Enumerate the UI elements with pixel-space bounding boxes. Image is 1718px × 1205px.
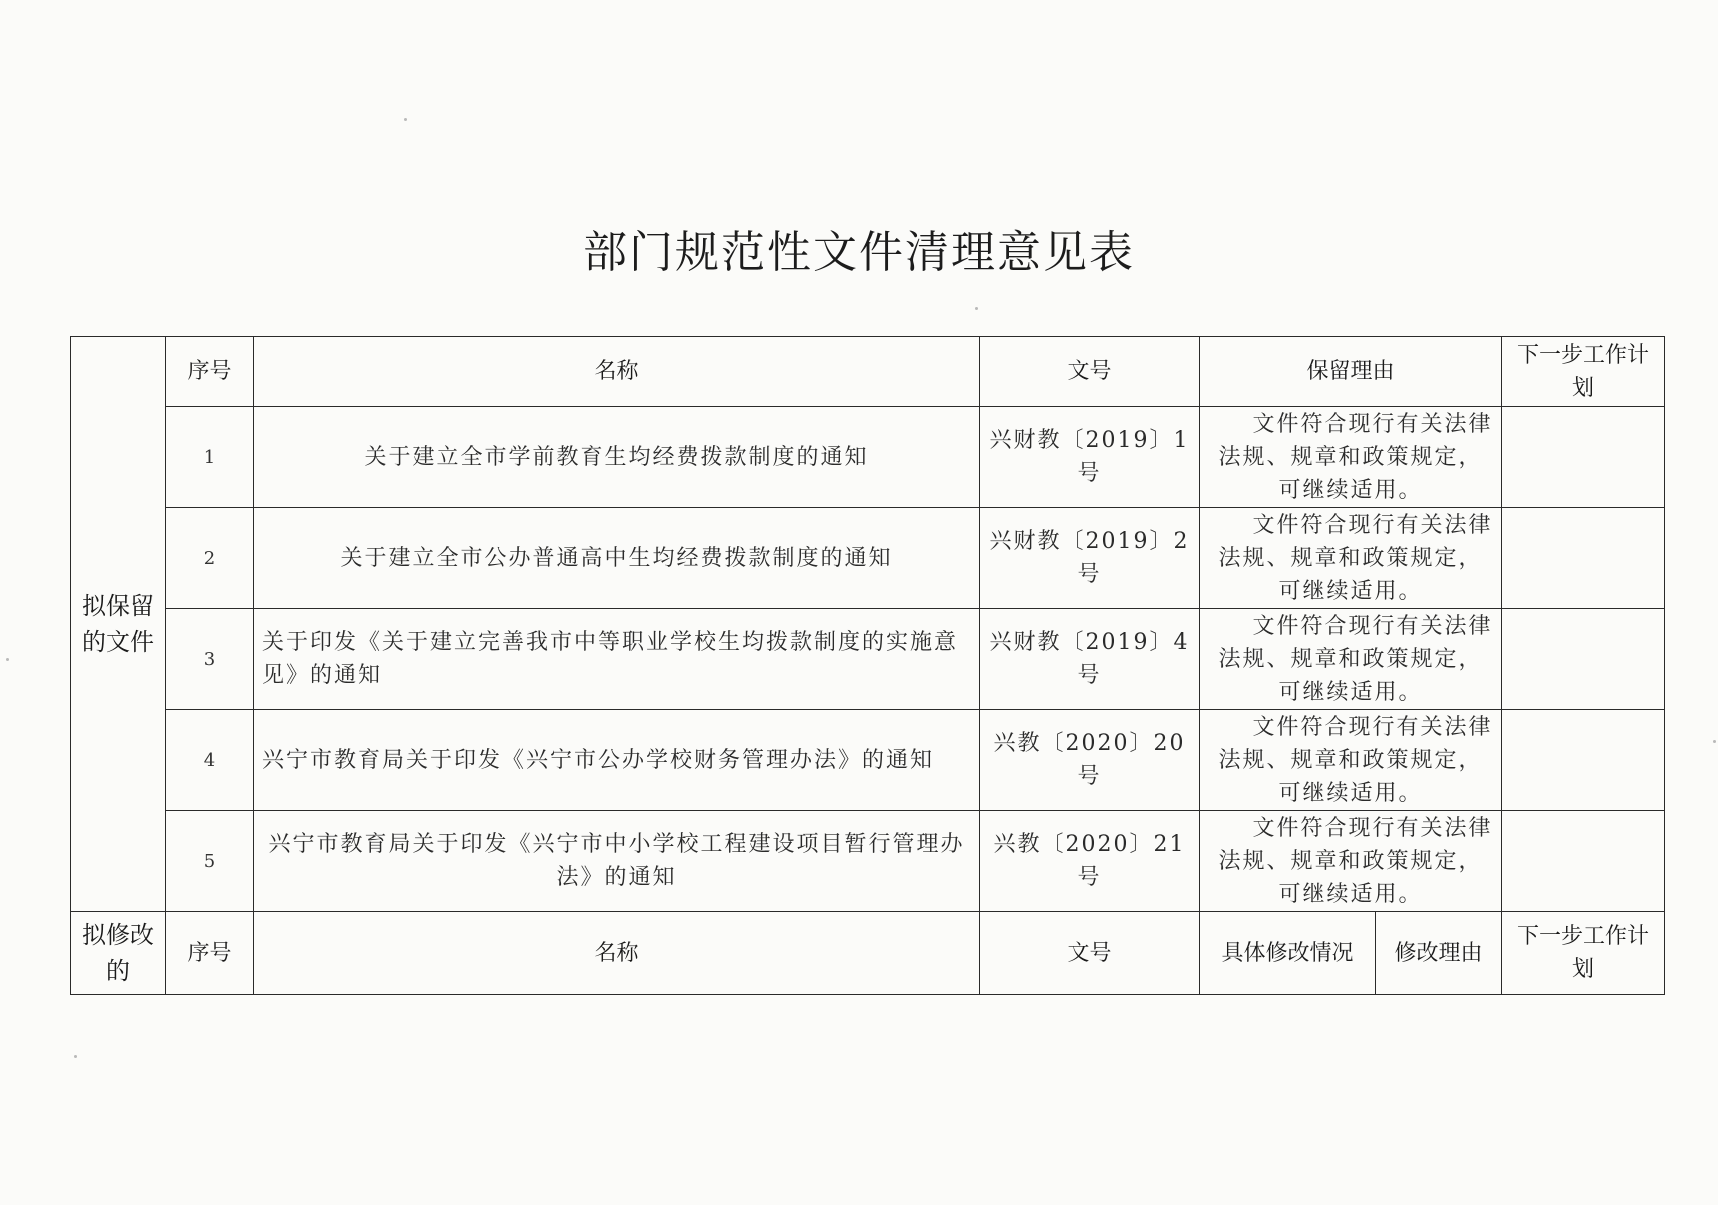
table-row [71, 407, 1665, 508]
cleanup-opinion-table [70, 336, 1665, 995]
header-index: 序号 [166, 912, 254, 995]
scan-speck [404, 118, 407, 121]
page-title: 部门规范性文件清理意见表 [583, 227, 1135, 278]
header-retain-reason: 保留理由 [1200, 337, 1502, 407]
row-doc-no: 兴财教〔2019〕4号 [980, 609, 1200, 710]
row-plan [1502, 609, 1665, 710]
modify-section-label: 拟修改的 [71, 912, 166, 995]
table-row [71, 609, 1665, 710]
table-row [71, 811, 1665, 912]
row-plan [1502, 407, 1665, 508]
row-reason: 文件符合现行有关法律法规、规章和政策规定，可继续适用。 [1200, 609, 1502, 710]
row-reason: 文件符合现行有关法律法规、规章和政策规定，可继续适用。 [1200, 710, 1502, 811]
header-next-plan: 下一步工作计划 [1502, 912, 1665, 995]
retain-section-label: 拟保留的文件 [71, 337, 166, 912]
row-index: 3 [166, 609, 254, 710]
row-name: 关于印发《关于建立完善我市中等职业学校生均拨款制度的实施意见》的通知 [254, 609, 980, 710]
header-doc-no: 文号 [980, 337, 1200, 407]
row-plan [1502, 811, 1665, 912]
table-row [71, 710, 1665, 811]
header-name: 名称 [254, 912, 980, 995]
row-name: 兴宁市教育局关于印发《兴宁市公办学校财务管理办法》的通知 [254, 710, 980, 811]
row-index: 1 [166, 407, 254, 508]
row-doc-no: 兴教〔2020〕20号 [980, 710, 1200, 811]
row-doc-no: 兴财教〔2019〕1号 [980, 407, 1200, 508]
header-next-plan: 下一步工作计划 [1502, 337, 1665, 407]
row-name: 关于建立全市公办普通高中生均经费拨款制度的通知 [254, 508, 980, 609]
scan-speck [6, 658, 9, 661]
row-name: 兴宁市教育局关于印发《兴宁市中小学校工程建设项目暂行管理办法》的通知 [254, 811, 980, 912]
table-row [71, 508, 1665, 609]
row-index: 4 [166, 710, 254, 811]
row-reason: 文件符合现行有关法律法规、规章和政策规定，可继续适用。 [1200, 508, 1502, 609]
row-reason: 文件符合现行有关法律法规、规章和政策规定，可继续适用。 [1200, 811, 1502, 912]
scan-speck [1713, 740, 1716, 743]
row-name: 关于建立全市学前教育生均经费拨款制度的通知 [254, 407, 980, 508]
header-modify-detail: 具体修改情况 [1200, 912, 1376, 995]
row-reason: 文件符合现行有关法律法规、规章和政策规定，可继续适用。 [1200, 407, 1502, 508]
header-name: 名称 [254, 337, 980, 407]
row-plan [1502, 508, 1665, 609]
scan-speck [74, 1055, 77, 1058]
header-doc-no: 文号 [980, 912, 1200, 995]
row-doc-no: 兴财教〔2019〕2号 [980, 508, 1200, 609]
header-modify-reason: 修改理由 [1376, 912, 1502, 995]
scan-speck [975, 307, 978, 310]
row-plan [1502, 710, 1665, 811]
row-doc-no: 兴教〔2020〕21号 [980, 811, 1200, 912]
header-index: 序号 [166, 337, 254, 407]
row-index: 5 [166, 811, 254, 912]
retain-header-row [71, 337, 1665, 407]
row-index: 2 [166, 508, 254, 609]
modify-header-row [71, 912, 1665, 995]
